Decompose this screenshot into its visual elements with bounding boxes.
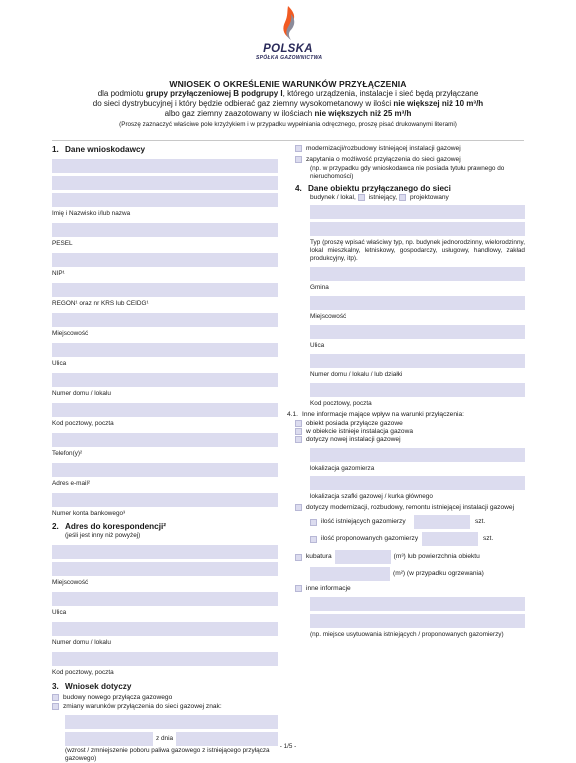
right-column [287, 145, 526, 639]
logo-subtitle-text: SPÓŁKA GAZOWNICTWA [256, 55, 323, 61]
object-city-label: Miejscowość [310, 313, 347, 321]
checkbox[interactable] [295, 585, 302, 592]
checkbox[interactable] [310, 536, 317, 543]
header-line-3 [30, 109, 546, 119]
proposed-meters-label: ilość proponowanych gazomierzy [321, 535, 419, 543]
regon-label: REGON¹ oraz nr KRS lub CEIDG¹ [52, 300, 149, 307]
applicant-street-field[interactable] [52, 343, 278, 357]
checkbox[interactable] [52, 703, 59, 710]
option-modernization-installation-label: dotyczy modernizacji, rozbudowy, remontu istniejącej instalacji gazowej [306, 503, 515, 511]
section-4-heading [295, 184, 525, 194]
object-type-description: Typ (proszę wpisać właściwy typ, np. budynek jednorodzinny, wielorodzinny, lokal mieszkalny, letniskowy, gospodarczy, usługowy, handlowy, zakład produkcyjny, itp). [310, 239, 526, 263]
meter-location-field[interactable] [310, 448, 525, 462]
corr-house-field[interactable] [52, 622, 278, 636]
building-options-row [310, 194, 525, 202]
cabinet-location-label: lokalizacja szafki gazowej / kurka głównego [310, 492, 433, 500]
header-instruction-note: (Proszę zaznaczyć właściwe pole krzyżykiem i w przypadku wypełniania odręcznego, proszę pisać drukowanymi literami) [119, 121, 457, 128]
corr-street-label: Ulica [52, 609, 67, 616]
applicant-name-label: Imię i Nazwisko i/lub nazwa [52, 210, 131, 217]
header-line-3-a: albo gaz ziemny zaazotowany w ilościach [164, 109, 315, 118]
header-line-1-c: , którego urządzenia, instalacje i sieć będą przyłączane [282, 89, 479, 98]
section-1-heading [52, 145, 278, 155]
object-city-field[interactable] [310, 296, 525, 310]
option-has-installation[interactable] [295, 428, 525, 436]
section-41-title: Inne informacje mające wpływ na warunki przyłączenia: [302, 411, 464, 419]
applicant-phone-label: Telefon(y)² [52, 450, 83, 457]
corr-city-field[interactable] [52, 562, 278, 576]
reference-number-field[interactable] [65, 715, 278, 729]
header-line-2 [30, 99, 546, 109]
placement-note: (np. miejsce usytuowania istniejących / proponowanych gazomierzy) [310, 630, 504, 638]
bank-account-label: Numer konta bankowego³ [52, 510, 126, 517]
checkbox[interactable] [295, 554, 302, 561]
existing-label: istniejący, [368, 193, 398, 201]
checkbox[interactable] [295, 145, 302, 152]
header-divider [52, 140, 524, 141]
bank-account-field[interactable] [52, 493, 278, 507]
area-field[interactable] [310, 567, 390, 581]
option-change-conditions-label: zmiany warunków przyłączenia do sieci gazowej znak: [63, 703, 222, 711]
company-logo [256, 4, 323, 61]
section-1-number: 1. [52, 145, 59, 154]
applicant-city-field[interactable] [52, 313, 278, 327]
left-column [52, 145, 278, 763]
object-postal-field[interactable] [310, 383, 525, 397]
applicant-postal-field[interactable] [52, 403, 278, 417]
form-title: WNIOSEK O OKREŚLENIE WARUNKÓW PRZYŁĄCZENIA [169, 79, 407, 89]
checkbox[interactable] [310, 519, 317, 526]
section-3-number: 3. [52, 682, 59, 691]
cubature-label: kubatura [306, 553, 332, 561]
existing-meters-field[interactable] [414, 515, 470, 529]
section-2-heading [52, 522, 278, 532]
section-41-number: 4.1. [287, 411, 298, 419]
header-line-1-a: dla podmiotu [97, 89, 146, 98]
corr-postal-field[interactable] [52, 652, 278, 666]
checkbox-projected[interactable] [399, 194, 406, 201]
object-street-field[interactable] [310, 325, 525, 339]
existing-meters-row [310, 515, 525, 529]
object-postal-label: Kod pocztowy, poczta [310, 400, 372, 408]
section-3-heading [52, 682, 278, 692]
applicant-email-field[interactable] [52, 463, 278, 477]
page-number: - 1/5 - [279, 743, 297, 750]
area-row [310, 567, 525, 581]
option-modernization-installation[interactable] [295, 504, 525, 512]
section-41-heading [287, 411, 525, 419]
option-modernization-label: modernizacji/rozbudowy istniejącej instalacji gazowej [306, 145, 461, 152]
cubature-unit: (m³) lub powierzchnia obiektu [393, 553, 480, 561]
other-info-field-1[interactable] [310, 597, 525, 611]
gmina-field[interactable] [310, 267, 525, 281]
option-has-installation-label: w obiekcie istnieje instalacja gazowa [306, 428, 414, 436]
option-modernization[interactable] [295, 145, 525, 153]
gmina-label: Gmina [310, 284, 329, 292]
proposed-meters-unit: szt. [483, 535, 494, 543]
option-new-installation-label: dotyczy nowej instalacji gazowej [306, 436, 401, 444]
applicant-name-field-2[interactable] [52, 176, 278, 190]
option-new-connection-label: budowy nowego przyłącza gazowego [63, 694, 173, 701]
checkbox[interactable] [295, 420, 302, 427]
applicant-email-label: Adres e-mail² [52, 480, 90, 487]
nip-field[interactable] [52, 253, 278, 267]
section-3-title: Wniosek dotyczy [65, 682, 132, 691]
proposed-meters-row [310, 532, 525, 546]
option-other-info-label: inne informacje [306, 585, 351, 593]
pesel-label: PESEL [52, 240, 73, 247]
option-has-connection[interactable] [295, 420, 525, 428]
corr-city-label: Miejscowość [52, 579, 89, 586]
option-new-installation[interactable] [295, 436, 525, 444]
date-label: z dnia [156, 734, 174, 742]
checkbox-existing[interactable] [358, 194, 365, 201]
applicant-name-field-3[interactable] [52, 193, 278, 207]
object-house-label: Numer domu / lokalu / lub działki [310, 371, 403, 379]
area-unit: (m²) (w przypadku ogrzewania) [393, 570, 484, 578]
section-1-title: Dane wnioskodawcy [65, 145, 146, 154]
applicant-postal-label: Kod pocztowy, poczta [52, 420, 114, 427]
section-2-number: 2. [52, 522, 59, 531]
applicant-house-field[interactable] [52, 373, 278, 387]
applicant-city-label: Miejscowość [52, 330, 89, 337]
projected-label: projektowany [409, 193, 449, 201]
section-4-number: 4. [295, 183, 302, 193]
checkbox[interactable] [295, 504, 302, 511]
header-line-2-a: do sieci dystrybucyjnej i który będzie odbierać gaz ziemny wysokometanowy w ilości [92, 99, 394, 108]
checkbox[interactable] [295, 436, 302, 443]
applicant-phone-field[interactable] [52, 433, 278, 447]
meter-location-label: lokalizacja gazomierza [310, 464, 375, 472]
change-note: (wzrost / zmniejszenie poboru paliwa gazowego z istniejącego przyłącza gazowego) [65, 746, 270, 762]
applicant-street-label: Ulica [52, 360, 67, 367]
existing-meters-label: ilość istniejących gazomierzy [321, 518, 406, 526]
possibility-note: (np. w przypadku gdy wnioskodawca nie posiada tytułu prawnego do nieruchomości) [310, 164, 505, 180]
option-other-info[interactable] [295, 585, 525, 593]
option-new-connection[interactable] [52, 694, 278, 702]
corr-street-field[interactable] [52, 592, 278, 606]
flame-logo-icon [275, 4, 301, 42]
section-4-title: Dane obiektu przyłączanego do sieci [308, 183, 451, 193]
header-line-2-b: nie większej niż 10 m³/h [393, 99, 484, 108]
cabinet-location-field[interactable] [310, 476, 525, 490]
cubature-row [295, 550, 525, 564]
nip-label: NIP¹ [52, 270, 65, 277]
cubature-field[interactable] [335, 550, 391, 564]
object-type-field-2[interactable] [310, 222, 525, 236]
header-line-1-b: grupy przyłączeniowej B podgrupy I [145, 89, 283, 98]
other-info-field-2[interactable] [310, 614, 525, 628]
regon-field[interactable] [52, 283, 278, 297]
checkbox[interactable] [52, 694, 59, 701]
corr-postal-label: Kod pocztowy, poczta [52, 669, 114, 676]
object-street-label: Ulica [310, 342, 325, 350]
header-line-3-b: nie większych niż 25 m³/h [314, 109, 412, 118]
option-has-connection-label: obiekt posiada przyłącze gazowe [306, 419, 403, 427]
section-2-subheading: (jeśli jest inny niż powyżej) [65, 532, 141, 539]
object-house-field[interactable] [310, 354, 525, 368]
corr-line-field[interactable] [52, 545, 278, 559]
object-type-field-1[interactable] [310, 205, 525, 219]
logo-brand-text: POLSKA [263, 43, 313, 55]
proposed-meters-field[interactable] [422, 532, 478, 546]
option-change-conditions[interactable] [52, 703, 278, 711]
corr-house-label: Numer domu / lokalu [52, 639, 111, 646]
option-possibility-label: zapytania o możliwość przyłączenia do sieci gazowej [306, 156, 461, 164]
applicant-house-label: Numer domu / lokalu [52, 390, 111, 397]
checkbox[interactable] [295, 156, 302, 163]
applicant-name-field-1[interactable] [52, 159, 278, 173]
header-line-1 [30, 89, 546, 99]
option-possibility[interactable] [295, 156, 525, 164]
form-header [30, 79, 546, 129]
existing-meters-unit: szt. [475, 518, 486, 526]
pesel-field[interactable] [52, 223, 278, 237]
section-2-title: Adres do korespondencji² [65, 522, 166, 531]
checkbox[interactable] [295, 428, 302, 435]
building-label: budynek / lokal, [310, 193, 356, 201]
